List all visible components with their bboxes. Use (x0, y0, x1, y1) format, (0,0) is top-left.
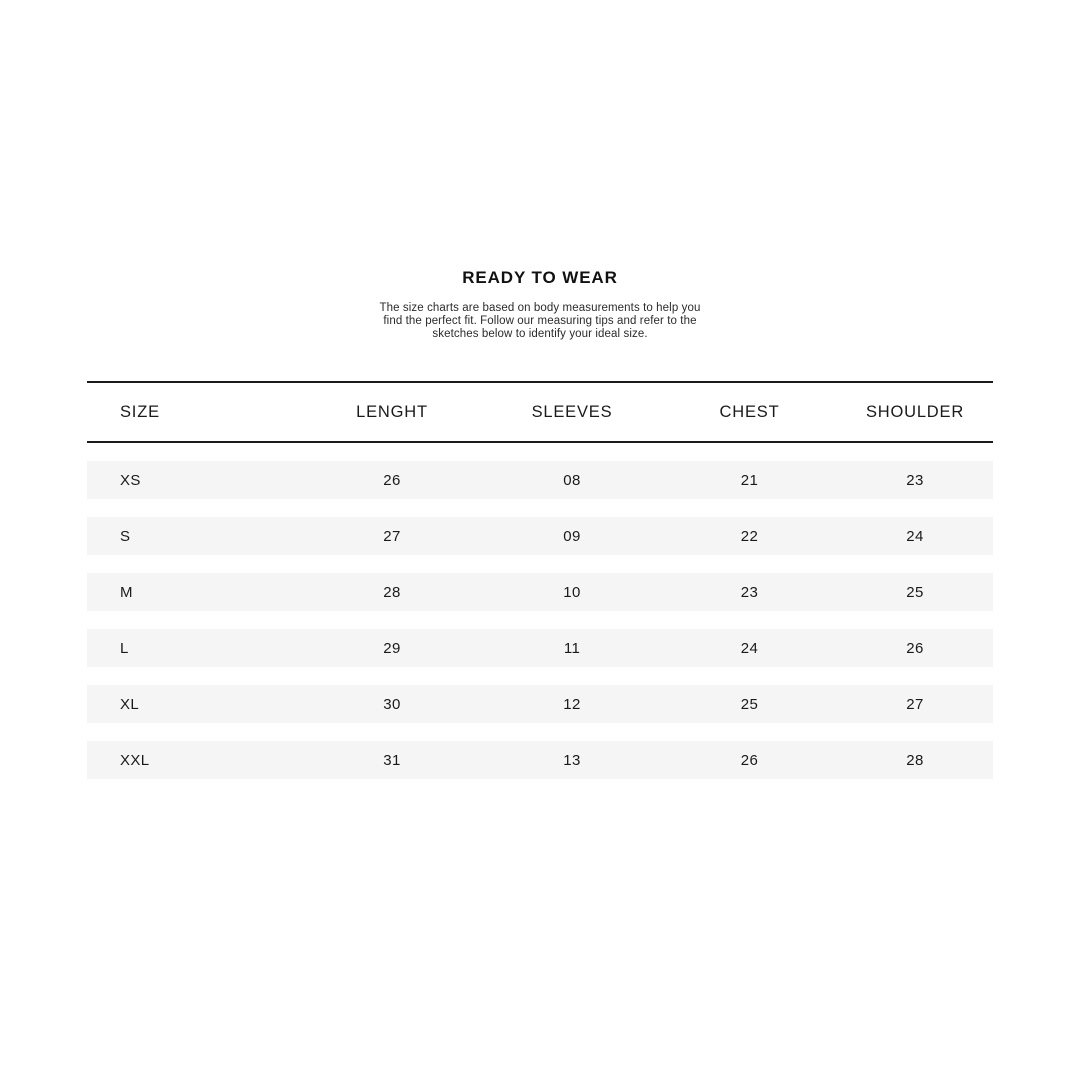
row-spacer-cell (87, 499, 993, 517)
column-header-chest: CHEST (719, 403, 780, 421)
cell-chest: 25 (662, 685, 837, 723)
row-spacer (87, 442, 993, 461)
cell-chest: 24 (662, 629, 837, 667)
cell-length: 31 (302, 741, 482, 779)
table-row (87, 573, 993, 611)
table-header (87, 382, 993, 442)
table-row (87, 629, 993, 667)
column-header-size: SIZE (120, 403, 160, 421)
table-row (87, 685, 993, 723)
cell-shoulder: 23 (837, 461, 993, 499)
cell-size: XS (87, 461, 302, 499)
cell-length: 29 (302, 629, 482, 667)
page-title: READY TO WEAR (462, 268, 618, 287)
cell-size: L (87, 629, 302, 667)
cell-sleeves: 11 (482, 629, 662, 667)
page-subtitle: The size charts are based on body measurements to help you find the perfect fit. Follow our measuring tips and refer to the sketches below to identify your ideal size. (379, 302, 701, 341)
cell-sleeves: 12 (482, 685, 662, 723)
column-header-length: LENGHT (356, 403, 428, 421)
table-header-row (87, 382, 993, 442)
row-spacer-cell (87, 667, 993, 685)
size-chart-table (87, 381, 993, 779)
cell-sleeves: 08 (482, 461, 662, 499)
cell-shoulder: 28 (837, 741, 993, 779)
column-header-shoulder: SHOULDER (865, 403, 965, 421)
cell-length: 30 (302, 685, 482, 723)
row-spacer-cell (87, 442, 993, 461)
cell-length: 27 (302, 517, 482, 555)
row-spacer (87, 723, 993, 741)
row-spacer-cell (87, 723, 993, 741)
row-spacer (87, 611, 993, 629)
cell-chest: 21 (662, 461, 837, 499)
cell-length: 28 (302, 573, 482, 611)
header-block (0, 268, 1080, 342)
cell-sleeves: 13 (482, 741, 662, 779)
table-row (87, 517, 993, 555)
size-chart-table-wrapper (87, 381, 993, 779)
cell-shoulder: 27 (837, 685, 993, 723)
cell-shoulder: 25 (837, 573, 993, 611)
row-spacer (87, 667, 993, 685)
cell-shoulder: 26 (837, 629, 993, 667)
row-spacer-cell (87, 555, 993, 573)
cell-chest: 26 (662, 741, 837, 779)
row-spacer-cell (87, 611, 993, 629)
cell-sleeves: 09 (482, 517, 662, 555)
cell-chest: 23 (662, 573, 837, 611)
table-row (87, 461, 993, 499)
cell-sleeves: 10 (482, 573, 662, 611)
column-header-sleeves: SLEEVES (531, 403, 613, 421)
table-body (87, 442, 993, 779)
cell-size: XXL (87, 741, 302, 779)
table-row (87, 741, 993, 779)
row-spacer (87, 499, 993, 517)
cell-size: M (87, 573, 302, 611)
row-spacer (87, 555, 993, 573)
cell-size: XL (87, 685, 302, 723)
cell-chest: 22 (662, 517, 837, 555)
cell-length: 26 (302, 461, 482, 499)
cell-size: S (87, 517, 302, 555)
cell-shoulder: 24 (837, 517, 993, 555)
